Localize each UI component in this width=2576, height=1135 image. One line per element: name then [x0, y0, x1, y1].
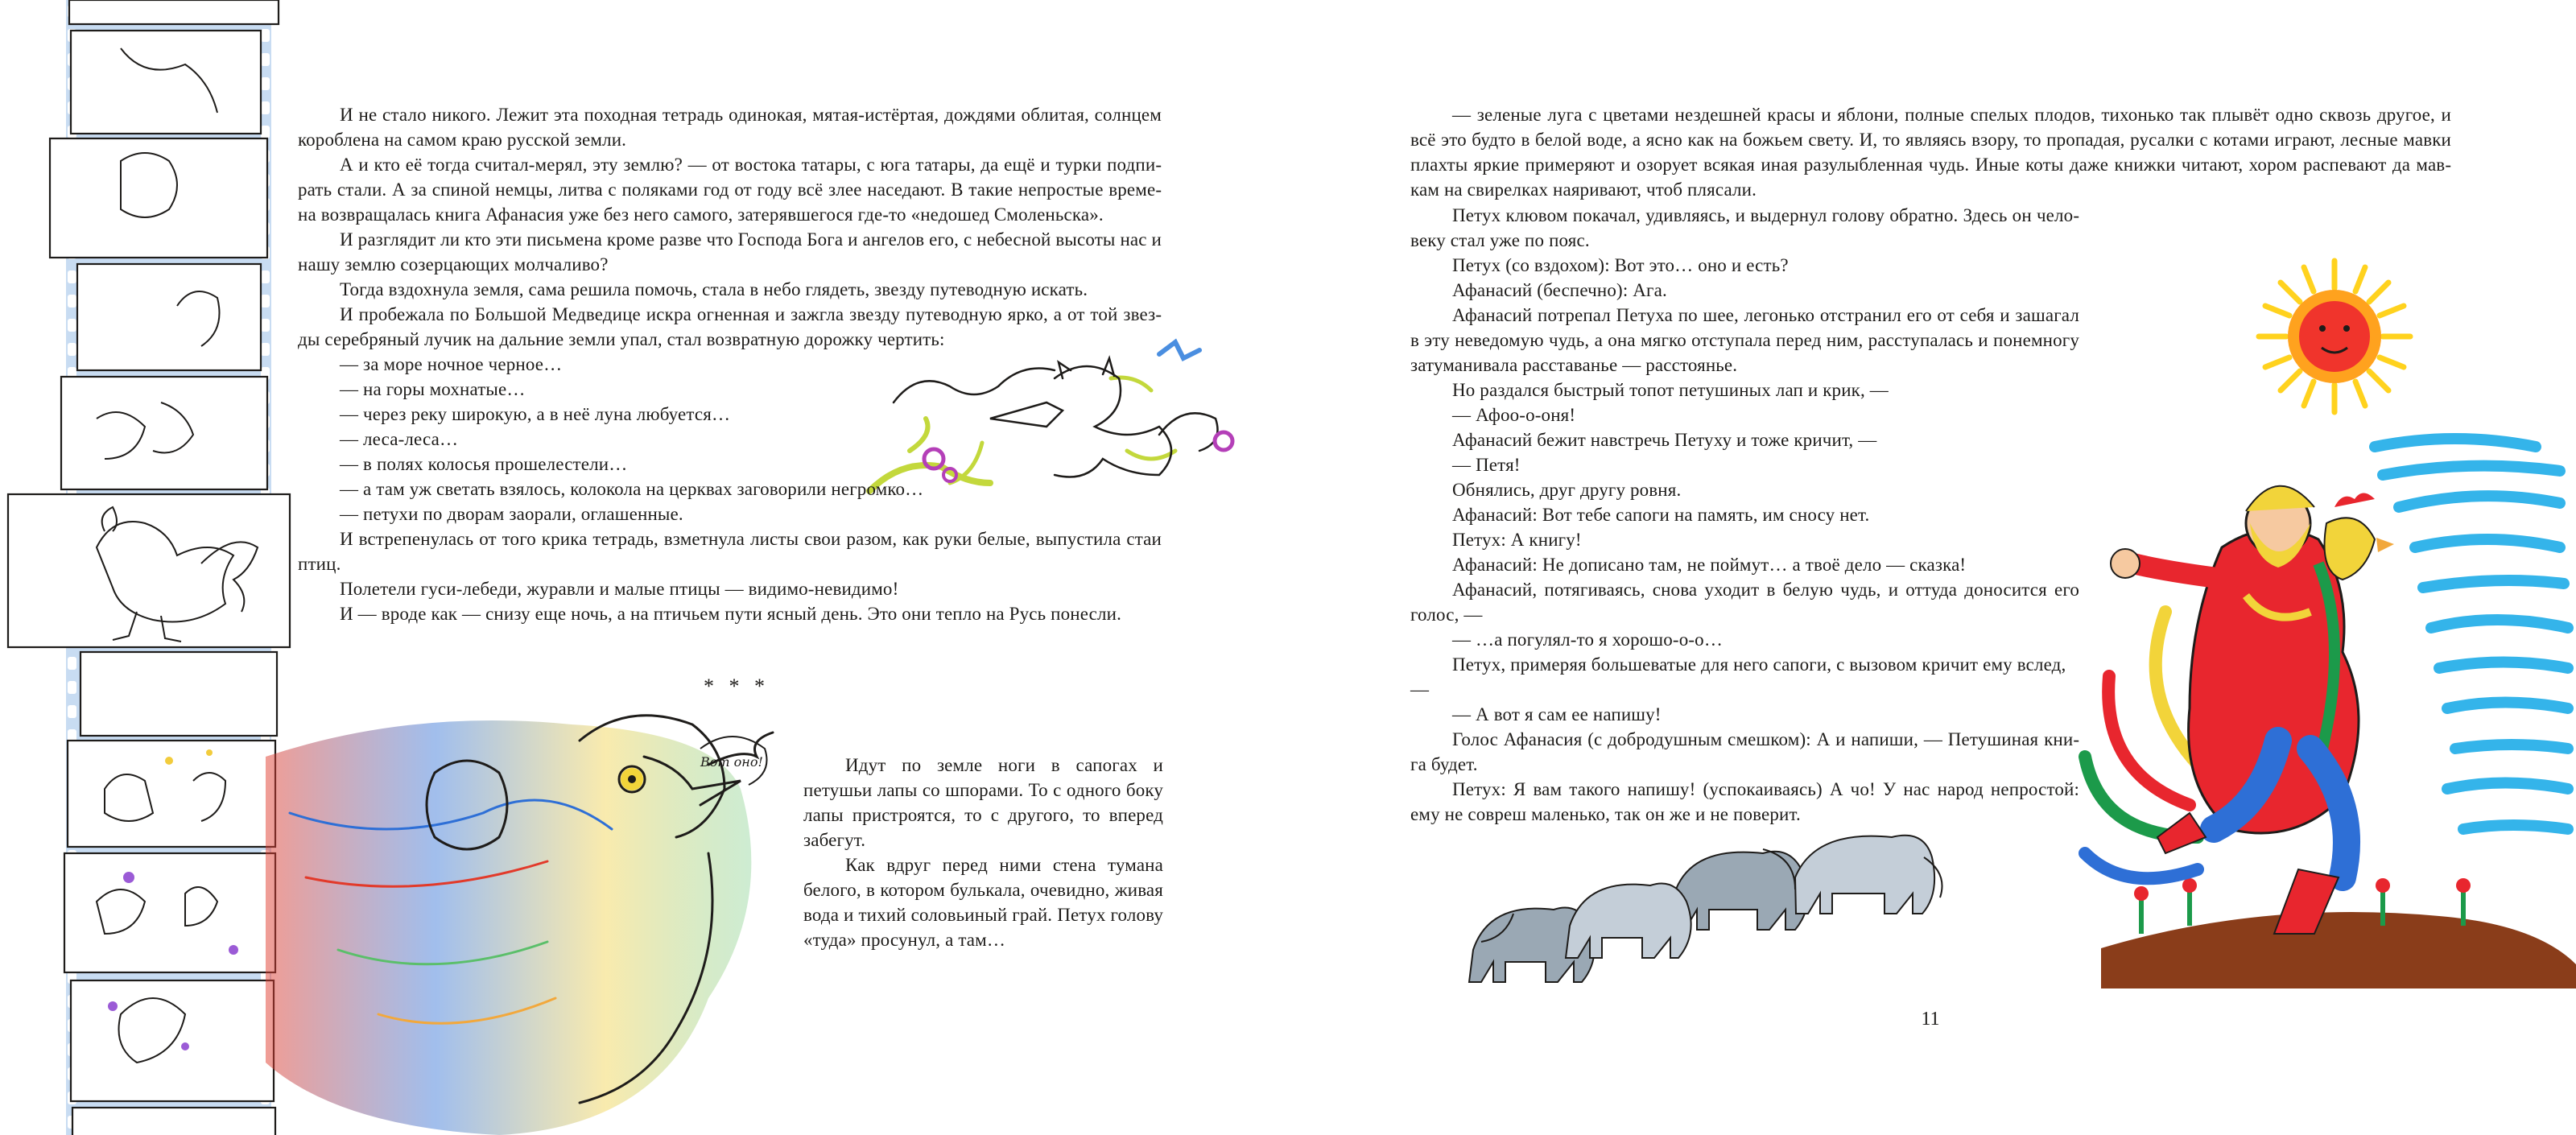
- elephants-illustration: [1469, 836, 1942, 982]
- paragraph: И пробежала по Большой Медведице искра огненная и зажгла звезду путеводную ярко, а от той звезды серебряный лучик на дальние земли упал, стал возвратную дорожку чертить:: [298, 304, 1162, 349]
- left-lower-text: [803, 753, 1163, 952]
- paragraph: Полетели гуси-лебеди, журавли и малые птицы — видимо-невидимо!: [340, 579, 899, 599]
- verse-line: — леса-леса…: [340, 429, 459, 449]
- dialogue-paragraph: — А вот я сам ее напишу!: [1452, 704, 1662, 724]
- afanasy-rooster-drawing: [266, 716, 773, 1135]
- blue-sky-strokes: [2375, 439, 2568, 829]
- paragraph: Идут по земле ноги в сапогах и петушьи лапы со шпорами. То с одного боку лапы пристроятся, то с другого, то вперед забегут.: [803, 755, 1163, 850]
- page-number: 11: [1921, 1009, 1940, 1030]
- verse-line: — петухи по дворам заорали, оглашенные.: [340, 504, 683, 524]
- dialogue-paragraph: Голос Афанасия (с добродушным смешком): А и напиши, — Петушиная книга будет.: [1410, 729, 2079, 774]
- dialogue-paragraph: Афанасий бежит навстречь Петуху и тоже кричит, —: [1452, 430, 1877, 450]
- dancing-afanasy-rooster: [2085, 486, 2576, 988]
- verse-line: — за море ночное черное…: [340, 354, 563, 374]
- paragraph: А и кто её тогда считал-мерял, эту землю? — от востока татары, с юга татары, да ещё и турки подпирать стали. А за спиной немцы, литва с поляками год от году всё злее наседают. В такие непростые времена возвращалась книга Афанасия уже без него самого, затерявшегося где-то «недошед Смоленьска».: [298, 155, 1162, 225]
- dialogue-paragraph: Петух (со вздохом): Вот это… оно и есть?: [1452, 255, 1789, 275]
- dialogue-paragraph: Петух, примеряя большеватые для него сапоги, с вызовом кричит ему вслед, —: [1410, 654, 2066, 700]
- paragraph: И — вроде как — снизу еще ночь, а на птичьем пути ясный день. Это они тепло на Русь понесли.: [340, 604, 1121, 624]
- dialogue-paragraph: Афанасий: Вот тебе сапоги на память, им сносу нет.: [1452, 505, 1870, 525]
- dialogue-paragraph: Но раздался быстрый топот петушиных лап и крик, —: [1452, 380, 1889, 400]
- paragraph: Как вдруг перед ними стена тумана белого, в котором булькала, очевидно, живая вода и тихий соловьиный грай. Петух голову «туда» просунул, а там…: [803, 855, 1163, 950]
- verse-line: — на горы мохнатые…: [340, 379, 526, 399]
- section-separator: * * *: [704, 675, 770, 698]
- paragraph: Тогда вздохнула земля, сама решила помочь, стала в небо глядеть, звезду путеводную искать.: [340, 279, 1088, 299]
- right-page-top-text: [1410, 102, 2451, 202]
- dialogue-paragraph: Афанасий: Не дописано там, не поймут… а твоё дело — сказка!: [1452, 555, 1967, 575]
- speech-bubble-text: Вот оно!: [700, 754, 763, 770]
- paragraph: И разглядит ли кто эти письмена кроме разве что Господа Бога и ангелов его, с небесной высоты нас и нашу землю созерцающих молчаливо?: [298, 229, 1162, 274]
- film-strip-sketches: [8, 0, 290, 1135]
- dialogue-paragraph: Петух: А книгу!: [1452, 530, 1582, 550]
- paragraph: И встрепенулась от того крика тетрадь, взметнула листы свои разом, как руки белые, выпустила стаи птиц.: [298, 529, 1162, 574]
- left-page-text: [298, 102, 1162, 626]
- dialogue-paragraph: — Петя!: [1452, 455, 1521, 475]
- dialogue-paragraph: Афанасий, потягиваясь, снова уходит в белую чудь, и оттуда доносится его голос, —: [1410, 580, 2079, 625]
- dialogue-paragraph: Афанасий потрепал Петуха по шее, легонько отстранил его от себя и зашaгал в эту неведомую чудь, а она мягко отступала перед ним, расступалась и понемногу затуманивала расставанье — расстоянье.: [1410, 305, 2079, 375]
- verse-line: — в полях колосья прошелестели…: [340, 454, 628, 474]
- dialogue-paragraph: Петух: Я вам такого напишу! (успокаиваясь) А чо! У нас народ непростой: ему не совреш маленько, так он же и не поверит.: [1410, 779, 2079, 824]
- dialogue-paragraph: Петух клювом покачал, удивляясь, и выдернул голову обратно. Здесь он человеку стал уже по пояс.: [1410, 205, 2079, 250]
- right-page-dialogue: [1410, 203, 2079, 827]
- paragraph: И не стало никого. Лежит эта походная тетрадь одинокая, мятая-истёртая, дождями облитая, солнцем короблена на самом краю русской земли.: [298, 105, 1162, 150]
- dialogue-paragraph: — …а погулял-то я хорошо-о-о…: [1452, 629, 1723, 650]
- verse-line: — а там уж светать взялось, колокола на церквах заговорили негромко…: [340, 479, 924, 499]
- sun-illustration: [2259, 261, 2410, 412]
- verse-line: — через реку широкую, а в неё луна любуется…: [340, 404, 731, 424]
- dialogue-paragraph: Афанасий (беспечно): Ага.: [1452, 280, 1667, 300]
- dialogue-paragraph: — Афоо-о-оня!: [1452, 405, 1576, 425]
- dialogue-paragraph: Обнялись, друг другу ровня.: [1452, 480, 1682, 500]
- paragraph: — зеленые луга с цветами нездешней красы и яблони, полные спелых плодов, тихонько так плывёт одно сквозь другое, и всё это будто в белой воде, а ясно как на божьем свету. И, то являясь взору, то пропадая, русалки с котами играют, лесные мавки плахты яркие примеряют и озорует всякая иная разулыбленная чудь. Иные коты даже книжки читают, хором распевают да мавкам на свирелках наяривают, чтоб плясали.: [1410, 105, 2451, 200]
